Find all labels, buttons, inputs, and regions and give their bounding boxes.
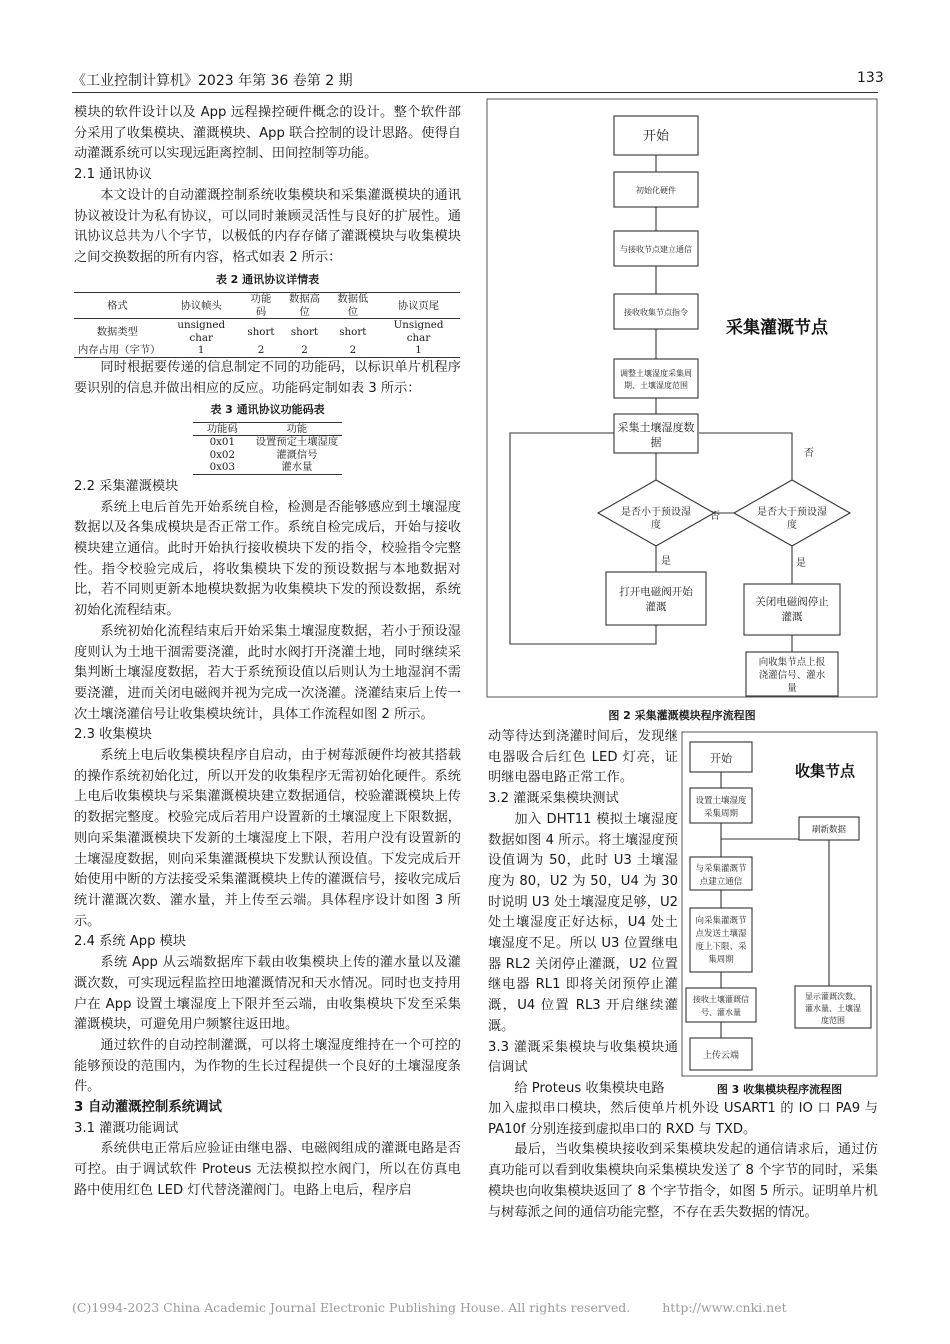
fig2-edge-no-top: 否	[804, 448, 814, 459]
fig2-adjust-label: 调整土壤湿度采集周	[620, 369, 692, 378]
figure-3-flowchart	[681, 731, 878, 1078]
fig2-edge-yes-left: 是	[661, 556, 671, 567]
left-column	[74, 103, 461, 1202]
section-2-4-title: 2.4 系统 App 模块	[74, 934, 187, 950]
fig3-send-label: 度上下限、采	[695, 942, 747, 952]
table-2-caption: 表 2 通讯协议详情表	[215, 272, 320, 286]
section-2-2-paragraph-1: 系统上电后首先开始系统自检，检测是否能够感应到土壤湿度数据以及各集成模块是否正常工作。系统自检完成后，开始与接收模块建立通信。此时开始执行接收模块下发的指令，校验指令完整性。指令校验完成后，将收集模块下发的预设数据与本地数据对比，若不同则更新本地模块数据为收集模块下发的预设数据，系统初始化流程结束。	[74, 499, 461, 619]
fig2-edge-no-mid: 否	[710, 511, 720, 522]
table-3-header-cell: 功能码	[193, 422, 252, 436]
table-3-cell: 0x03	[209, 461, 236, 474]
table-3	[193, 422, 342, 475]
figure-2-title: 采集灌溉节点	[726, 318, 828, 338]
section-3-1-continuation: 动等待达到浇灌时间后，发现继电器吸合后红色 LED 灯亮，证明继电器电路正常工作。	[488, 729, 678, 786]
section-3-1-title: 3.1 灌溉功能调试	[74, 1120, 179, 1136]
fig3-connect-label: 与采集灌溉节	[695, 864, 747, 874]
fig3-display-label: 显示灌溉次数、	[805, 992, 861, 1001]
table-2-cell: 1	[197, 344, 205, 357]
table-3-cell: 灌溉信号	[276, 448, 318, 461]
fig2-collect-label: 据	[650, 436, 662, 449]
table-3-header-cell: 功能	[252, 422, 342, 436]
fig3-receive-label: 号、灌水量	[701, 1008, 741, 1017]
table-2-header-cell: 协议页尾	[377, 293, 460, 319]
table-3-header-row	[193, 422, 342, 436]
section-3-1-paragraph-1: 系统供电正常后应验证由继电器、电磁阀组成的灌溉电路是否可控。由于调试软件 Proteus 无法模拟控水阀门，所以在仿真电路中使用红色 LED 灯代替浇灌阀门。电路上电后，程序启	[74, 1141, 461, 1198]
fig2-adjust-box	[614, 359, 698, 398]
section-3-3-paragraph-1-continued: 加入虚拟串口模块，然后使单片机外设 USART1 的 IO 口 PA9 与 PA10f 分别连接到虚拟串口的 RXD 与 TXD。	[488, 1101, 878, 1137]
journal-header: 《工业控制计算机》2023 年第 36 卷第 2 期	[72, 73, 353, 89]
fig3-send-label: 集周期	[708, 955, 734, 965]
figure-3-title: 收集节点	[795, 762, 856, 780]
table-2-header-cell: 数据低位	[329, 293, 377, 319]
figure-2-flowchart	[486, 98, 878, 700]
table-2-cell: Unsigned char	[393, 319, 444, 344]
fig3-upload-label: 上传云端	[702, 1051, 740, 1061]
fig3-refresh-label: 刷新数据	[811, 825, 847, 835]
fig3-send-label: 点发送土壤湿	[695, 929, 747, 939]
table-2-cell: 内存占用（字节）	[78, 344, 161, 357]
copyright-footer	[72, 1300, 787, 1315]
table-3-cell: 灌水量	[281, 461, 313, 474]
section-2-2-paragraph-2: 系统初始化流程结束后开始采集土壤湿度数据，若小于预设湿度则认为土地干涸需要浇灌，此时水阀打开浇灌土地，同时继续采集判断土壤湿度数据，若大于系统预设值以后则认为土地湿润不需要浇灌，进而关闭电磁阀并视为完成一次浇灌。浇灌结束后上传一次土壤浇灌信号让收集模块统计，具体工作流程如图 2 所示。	[74, 623, 461, 722]
fig3-display-label: 度范围	[821, 1016, 845, 1025]
table-2-header-cell: 功能码	[242, 293, 281, 319]
fig3-connect-label: 点建立通信	[699, 877, 743, 887]
section-2-3-paragraph-1: 系统上电后收集模块程序自启动，由于树莓派硬件均被其搭载的操作系统初始化过，所以开发的收集程序无需初始化硬件。系统上电后收集模块与采集灌溉模块建立数据通信，校验灌溉模块上传的数据完整度。校验完成后若用户设置新的土壤湿度上下限数据，则向采集灌溉模块下发新的土壤湿度上下限，若用户没有设置新的土壤湿度数据，则向采集灌溉模块下发默认预设值。下发完成后开始使用中断的方法接受采集灌溉模块上传的灌溉信号，接收完成后统计灌溉次数、灌水量，并上传至云端。具体程序设计如图 3 所示。	[74, 748, 461, 929]
fig2-report-label: 浇灌信号、灌水	[758, 670, 826, 681]
table-2	[74, 292, 460, 358]
section-2-2-title: 2.2 采集灌溉模块	[74, 478, 179, 494]
section-2-1-paragraph-1: 本文设计的自动灌溉控制系统收集模块和采集灌溉模块的通讯协议被设计为私有协议，可以同时兼顾灵活性与良好的扩展性。通讯协议总共为八个字节，以极低的内存存储了灌溉模块与收集模块之间交换数据的所有内容，格式如表 2 所示：	[74, 187, 461, 265]
figure-3-caption: 图 3 收集模块程序流程图	[716, 1083, 843, 1096]
table-2-header-cell: 协议帧头	[161, 293, 242, 319]
fig2-close-valve-box	[744, 584, 840, 635]
table-2-row	[74, 319, 460, 345]
header-rule	[72, 92, 878, 93]
fig3-set-label: 设置土壤湿度	[695, 796, 747, 806]
fig2-report-label: 量	[787, 683, 797, 694]
table-2-cell: short	[339, 325, 367, 338]
fig2-decision-upper-label: 度	[787, 520, 797, 531]
fig2-adjust-label: 期、土壤湿度范围	[624, 381, 688, 390]
intro-paragraph: 模块的软件设计以及 App 远程操控硬件概念的设计。整个软件部分采用了收集模块、灌溉模块、App 联合控制的设计思路。使得自动灌溉系统可以实现远距离控制、田间控制等功能。	[74, 105, 461, 162]
fig2-recv-label: 接收收集节点指令	[624, 308, 688, 317]
fig2-open-valve-label: 灌溉	[645, 601, 667, 613]
table-2-cell: short	[290, 325, 319, 338]
page-number: 133	[857, 70, 884, 86]
cnki-link[interactable]: http://www.cnki.net	[662, 1300, 787, 1315]
fig3-send-label: 向采集灌溉节	[695, 916, 747, 926]
fig2-open-valve-box	[606, 572, 706, 625]
section-3-title: 3 自动灌溉控制系统调试	[74, 1100, 222, 1116]
fig3-set-label: 采集周期	[703, 809, 739, 819]
fig3-receive-label: 接收土壤灌溉信	[693, 995, 749, 1004]
fig2-close-valve-label: 灌溉	[781, 611, 803, 623]
copyright-text: (C)1994-2023 China Academic Journal Electronic Publishing House. All rights reserved.	[72, 1300, 631, 1315]
table-3-row	[193, 449, 342, 462]
fig2-connect-label: 与接收节点建立通信	[620, 245, 692, 254]
table-2-cell: 2	[301, 344, 308, 357]
fig2-close-valve-label: 关闭电磁阀停止	[755, 596, 829, 608]
table-3-caption: 表 3 通讯协议功能码表	[210, 403, 325, 417]
right-column-lower-text	[488, 1099, 878, 1223]
fig3-display-label: 灌水量、土壤湿	[805, 1004, 861, 1013]
table-2-cell: unsigned char	[177, 319, 226, 344]
fig2-collect-label: 采集土壤湿度数	[617, 421, 695, 434]
table-2-header-cell: 数据高位	[280, 293, 328, 319]
table-3-row	[193, 436, 342, 449]
section-2-4-paragraph-2: 通过软件的自动控制灌溉，可以将土壤湿度维持在一个可控的能够预设的范围内，为作物的生长过程提供一个良好的土壤湿度条件。	[74, 1037, 461, 1095]
fig2-decision-lower-label: 是否小于预设湿	[621, 507, 691, 518]
fig2-edge-yes-right: 是	[796, 558, 806, 569]
table-2-cell: 2	[349, 344, 357, 357]
right-column-upper-text	[488, 727, 678, 1100]
section-3-3-paragraph-1: 给 Proteus 收集模块电路	[514, 1080, 665, 1096]
fig2-report-label: 向收集节点上报	[758, 657, 826, 668]
section-2-4-paragraph-1: 系统 App 从云端数据库下载由收集模块上传的灌水量以及灌溉次数，可实现远程监控田地灌溉情况和天水情况。同时也支持用户在 App 设置土壤湿度上下限并至云端，由收集模块下发至采集灌溉模块，可避免用户频繁往返田地。	[74, 955, 461, 1033]
table-3-cell: 设置预定土壤湿度	[255, 436, 339, 449]
table-3-row	[193, 461, 342, 474]
table-3-cell: 0x02	[209, 448, 236, 461]
section-3-2-title: 3.2 灌溉采集模块测试	[488, 791, 619, 807]
section-2-3-title: 2.3 收集模块	[74, 727, 152, 743]
section-2-1-title: 2.1 通讯协议	[74, 167, 152, 183]
section-3-3-title: 3.3 灌溉采集模块与收集模块通信调试	[488, 1039, 678, 1076]
section-2-1-paragraph-2: 同时根据要传递的信息制定不同的功能码，以标识单片机程序要识别的信息并做出相应的反应。功能码定制如表 3 所示：	[74, 359, 461, 396]
table-2-header-cell: 格式	[74, 293, 161, 319]
fig2-decision-upper-label: 是否大于预设湿	[757, 507, 827, 518]
table-2-cell: 1	[415, 344, 422, 357]
fig2-open-valve-label: 打开电磁阀开始	[619, 586, 693, 598]
section-3-2-paragraph-1: 加入 DHT11 模拟土壤湿度数据如图 4 所示。将土壤湿度预设值调为 50，此时 U3 土壤湿度为 80，U2 为 50，U4 为 30 时说明 U3 处土壤湿度足够，U2 处土壤湿度正好达标，U4 处土壤湿度不足。所以 U3 位置继电器 RL2 关闭停止灌溉，U2 位置继电器 RL1 即将关闭预停止灌溉，U4 位置 RL3 开启继续灌溉。	[488, 811, 678, 1034]
fig3-start-label: 开始	[710, 752, 732, 765]
fig2-decision-lower-label: 度	[651, 520, 661, 531]
table-2-cell: short	[247, 325, 275, 338]
fig2-start-label: 开始	[642, 129, 670, 144]
table-2-cell: 数据类型	[96, 325, 138, 338]
table-2-header-row	[74, 293, 460, 319]
figure-2-caption: 图 2 采集灌溉模块程序流程图	[608, 709, 756, 722]
table-2-row	[74, 344, 460, 357]
table-3-cell: 0x01	[209, 436, 236, 449]
section-3-3-paragraph-2: 最后，当收集模块接收到采集模块发起的通信请求后，通过仿真功能可以看到收集模块向采集模块发送了 8 个字节的同时，采集模块也向收集模块返回了 8 个字节指令，如图 5 所示。证明单片机与树莓派之间的通信功能完整，不存在丢失数据的情况。	[488, 1142, 878, 1220]
table-2-cell: 2	[257, 344, 265, 357]
fig2-init-label: 初始化硬件	[636, 186, 676, 195]
